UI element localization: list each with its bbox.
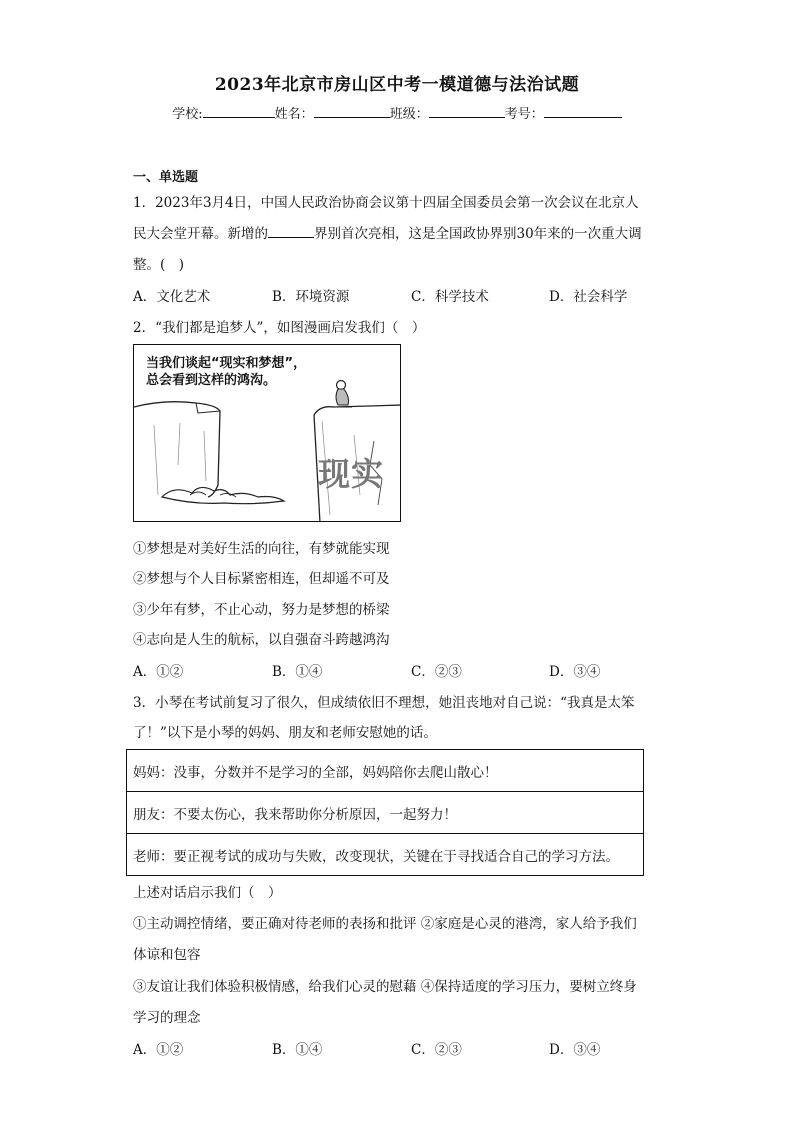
q2-statement-1: ①梦想是对美好生活的向往，有梦就能实现	[133, 541, 390, 557]
q3-line-2: 了！”以下是小琴的妈妈、朋友和老师安慰她的话。	[133, 725, 437, 741]
q3-dialog-table	[126, 749, 644, 876]
name-blank[interactable]	[314, 103, 390, 118]
school-label: 学校:	[172, 107, 203, 122]
dialog-friend: 朋友：不要太伤心，我来帮助你分析原因，一起努力！	[127, 792, 644, 834]
q2-statement-4: ④志向是人生的航标，以自强奋斗跨越鸿沟	[133, 632, 390, 648]
q3-statement-3-4: ③友谊让我们体验积极情感，给我们心灵的慰藉 ④保持适度的学习压力，要树立终身	[133, 979, 637, 995]
q3-option-c[interactable]: C．②③	[411, 1042, 462, 1058]
comic-drawing	[134, 345, 401, 522]
q3-statement-1-2-cont: 体谅和包容	[133, 947, 201, 963]
dialog-mother: 妈妈：没事，分数并不是学习的全部，妈妈陪你去爬山散心！	[127, 750, 644, 792]
number-label: 考号：	[504, 107, 544, 122]
q2-option-c[interactable]: C．②③	[411, 664, 462, 680]
section-heading: 一、单选题	[133, 170, 199, 185]
number-blank[interactable]	[544, 103, 622, 118]
q1-line-3: 整。( )	[133, 257, 185, 273]
q2-option-d[interactable]: D．③④	[549, 664, 601, 680]
table-row	[127, 792, 644, 834]
q1-option-b[interactable]: B．环境资源	[272, 289, 350, 305]
table-row	[127, 750, 644, 792]
q3-statement-1-2: ①主动调控情绪，要正确对待老师的表扬和批评 ②家庭是心灵的港湾，家人给予我们	[133, 916, 637, 932]
q1-line-2-b: 界别首次亮相，这是全国政协界别30年来的一次重大调	[314, 226, 642, 242]
comic-image	[133, 344, 401, 522]
table-row	[127, 834, 644, 876]
q3-option-d[interactable]: D．③④	[549, 1042, 601, 1058]
q1-option-a[interactable]: A．文化艺术	[133, 289, 211, 305]
comic-caption-line-2: 总会看到这样的鸿沟。	[146, 373, 277, 388]
comic-reality-label: 现实	[318, 455, 385, 493]
q2-statement-3: ③少年有梦，不止心动，努力是梦想的桥梁	[133, 602, 390, 618]
q3-statement-3-4-cont: 学习的理念	[133, 1010, 201, 1026]
q2-stem: 2．“我们都是追梦人”，如图漫画启发我们（ ）	[133, 320, 426, 336]
class-blank[interactable]	[429, 103, 505, 118]
q1-option-d[interactable]: D．社会科学	[549, 289, 628, 305]
q3-option-a[interactable]: A．①②	[133, 1042, 184, 1058]
q2-statement-2: ②梦想与个人目标紧密相连，但却遥不可及	[133, 571, 390, 587]
class-label: 班级：	[389, 107, 429, 122]
school-blank[interactable]	[203, 103, 275, 118]
dialog-teacher: 老师：要正视考试的成功与失败，改变现状，关键在于寻找适合自己的学习方法。	[127, 834, 644, 876]
comic-caption-line-1: 当我们谈起“现实和梦想”，	[146, 356, 307, 371]
q1-line-1: 1．2023年3月4日，中国人民政治协商会议第十四届全国委员会第一次会议在北京人	[133, 195, 639, 211]
q2-option-a[interactable]: A．①②	[133, 664, 184, 680]
q1-line-2-a: 民大会堂开幕。新增的	[133, 226, 268, 242]
q1-line-2	[133, 222, 642, 242]
q3-prompt: 上述对话启示我们（ ）	[133, 885, 282, 901]
q3-option-b[interactable]: B．①④	[272, 1042, 323, 1058]
q2-option-b[interactable]: B．①④	[272, 664, 323, 680]
q3-line-1: 3．小琴在考试前复习了很久，但成绩依旧不理想，她沮丧地对自己说：“我真是太笨	[133, 695, 635, 711]
student-info-line	[0, 103, 794, 122]
q1-fill-blank	[268, 225, 314, 238]
name-label: 姓名：	[274, 107, 314, 122]
exam-title: 2023年北京市房山区中考一模道德与法治试题	[214, 75, 580, 95]
q1-option-c[interactable]: C．科学技术	[411, 289, 489, 305]
